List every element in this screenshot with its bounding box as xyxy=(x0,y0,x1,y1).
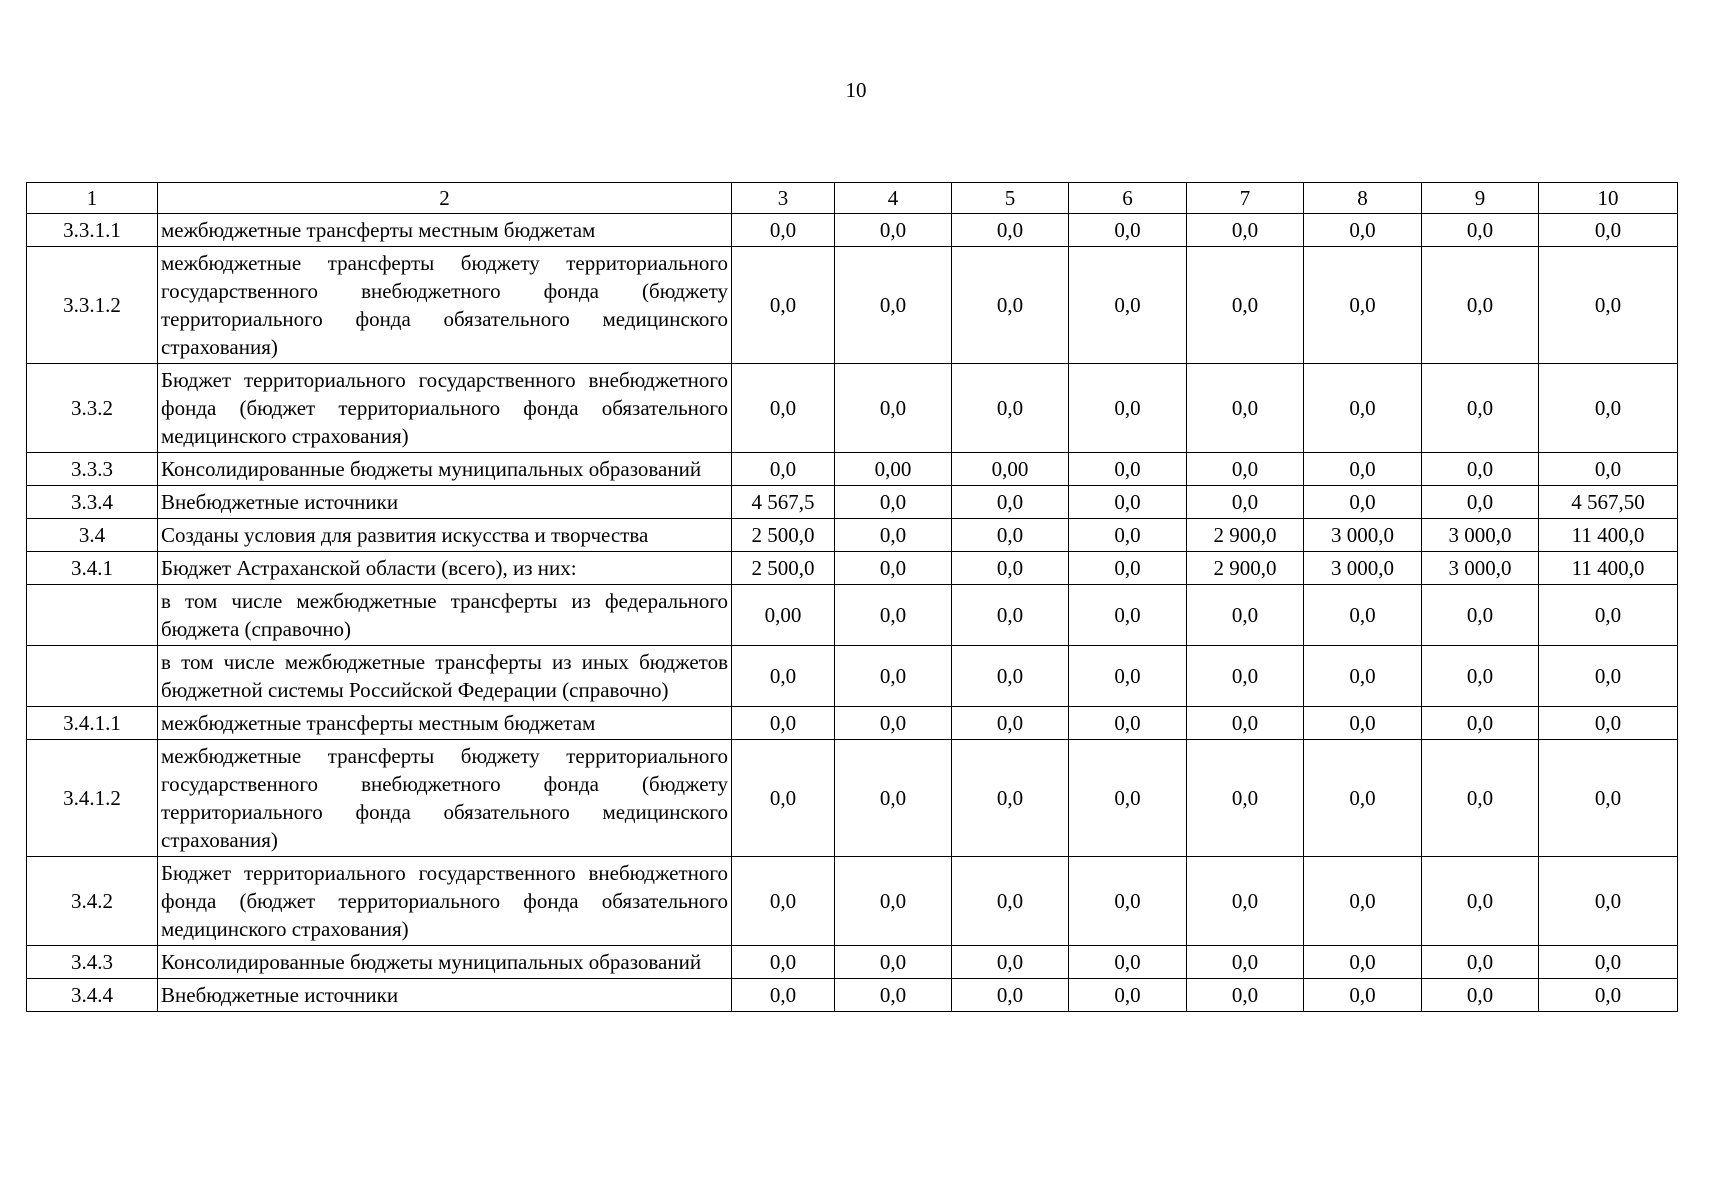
value-cell: 0,0 xyxy=(1187,946,1304,979)
row-code: 3.3.1.2 xyxy=(27,247,158,364)
value-cell: 0,0 xyxy=(1069,519,1187,552)
table-row xyxy=(27,364,1678,453)
value-cell: 0,0 xyxy=(952,486,1069,519)
value-cell: 0,0 xyxy=(1304,364,1422,453)
row-description: Консолидированные бюджеты муниципальных образований xyxy=(158,946,732,979)
value-cell: 0,0 xyxy=(835,247,952,364)
table-row xyxy=(27,519,1678,552)
value-cell: 0,0 xyxy=(1539,707,1678,740)
row-code: 3.4.1.1 xyxy=(27,707,158,740)
column-header: 4 xyxy=(835,183,952,214)
value-cell: 0,0 xyxy=(1539,585,1678,646)
value-cell: 0,0 xyxy=(835,552,952,585)
value-cell: 0,0 xyxy=(1069,979,1187,1012)
value-cell: 3 000,0 xyxy=(1304,552,1422,585)
value-cell: 0,0 xyxy=(835,585,952,646)
value-cell: 0,0 xyxy=(835,486,952,519)
value-cell: 0,0 xyxy=(1187,247,1304,364)
value-cell: 0,0 xyxy=(1069,646,1187,707)
row-code: 3.4.1.2 xyxy=(27,740,158,857)
value-cell: 0,0 xyxy=(1069,364,1187,453)
row-description: Бюджет территориального государственного внебюджетного фонда (бюджет территориального фонда обязательного медицинского страхования) xyxy=(158,857,732,946)
value-cell: 11 400,0 xyxy=(1539,552,1678,585)
value-cell: 0,0 xyxy=(952,214,1069,247)
value-cell: 0,00 xyxy=(952,453,1069,486)
value-cell: 2 900,0 xyxy=(1187,552,1304,585)
row-description: межбюджетные трансферты местным бюджетам xyxy=(158,707,732,740)
value-cell: 0,0 xyxy=(732,247,835,364)
row-code: 3.3.3 xyxy=(27,453,158,486)
value-cell: 0,0 xyxy=(952,585,1069,646)
value-cell: 0,0 xyxy=(1422,247,1539,364)
value-cell: 0,0 xyxy=(1539,646,1678,707)
value-cell: 0,0 xyxy=(1069,453,1187,486)
value-cell: 0,0 xyxy=(1422,740,1539,857)
table-row xyxy=(27,486,1678,519)
row-description: межбюджетные трансферты бюджету территориального государственного внебюджетного фонда (бюджету территориального фонда обязательного медицинского страхования) xyxy=(158,247,732,364)
column-header: 3 xyxy=(732,183,835,214)
value-cell: 0,0 xyxy=(1304,707,1422,740)
row-description: в том числе межбюджетные трансферты из иных бюджетов бюджетной системы Российской Федерации (справочно) xyxy=(158,646,732,707)
value-cell: 0,0 xyxy=(1304,946,1422,979)
value-cell: 3 000,0 xyxy=(1304,519,1422,552)
value-cell: 0,0 xyxy=(1422,214,1539,247)
value-cell: 0,0 xyxy=(1187,979,1304,1012)
column-header: 9 xyxy=(1422,183,1539,214)
value-cell: 0,0 xyxy=(952,946,1069,979)
row-code: 3.3.2 xyxy=(27,364,158,453)
value-cell: 0,0 xyxy=(835,519,952,552)
value-cell: 0,0 xyxy=(1422,585,1539,646)
value-cell: 0,0 xyxy=(1539,946,1678,979)
table-body xyxy=(27,214,1678,1012)
value-cell: 0,0 xyxy=(1187,857,1304,946)
value-cell: 0,0 xyxy=(835,214,952,247)
value-cell: 0,0 xyxy=(1069,486,1187,519)
row-code: 3.4.1 xyxy=(27,552,158,585)
table-row xyxy=(27,552,1678,585)
value-cell: 2 500,0 xyxy=(732,552,835,585)
value-cell: 0,0 xyxy=(732,453,835,486)
column-header: 8 xyxy=(1304,183,1422,214)
value-cell: 0,0 xyxy=(835,740,952,857)
value-cell: 0,0 xyxy=(1304,979,1422,1012)
value-cell: 0,0 xyxy=(1539,979,1678,1012)
row-code xyxy=(27,585,158,646)
value-cell: 0,0 xyxy=(835,979,952,1012)
value-cell: 0,0 xyxy=(1539,247,1678,364)
value-cell: 3 000,0 xyxy=(1422,519,1539,552)
value-cell: 0,0 xyxy=(1422,646,1539,707)
table-row xyxy=(27,585,1678,646)
value-cell: 0,0 xyxy=(835,646,952,707)
value-cell: 0,0 xyxy=(1187,453,1304,486)
value-cell: 0,0 xyxy=(1187,214,1304,247)
value-cell: 0,0 xyxy=(1304,740,1422,857)
table-row xyxy=(27,946,1678,979)
table-row xyxy=(27,453,1678,486)
value-cell: 0,0 xyxy=(1069,552,1187,585)
value-cell: 0,0 xyxy=(952,519,1069,552)
value-cell: 0,0 xyxy=(732,946,835,979)
value-cell: 0,0 xyxy=(1422,453,1539,486)
value-cell: 0,0 xyxy=(835,857,952,946)
row-code: 3.3.1.1 xyxy=(27,214,158,247)
value-cell: 4 567,50 xyxy=(1539,486,1678,519)
row-description: Внебюджетные источники xyxy=(158,486,732,519)
value-cell: 0,0 xyxy=(1422,857,1539,946)
value-cell: 0,0 xyxy=(1539,453,1678,486)
table-row xyxy=(27,979,1678,1012)
value-cell: 0,0 xyxy=(1304,247,1422,364)
value-cell: 4 567,5 xyxy=(732,486,835,519)
value-cell: 0,0 xyxy=(1304,214,1422,247)
column-header: 6 xyxy=(1069,183,1187,214)
value-cell: 0,0 xyxy=(952,247,1069,364)
value-cell: 2 500,0 xyxy=(732,519,835,552)
value-cell: 0,0 xyxy=(732,740,835,857)
row-description: Бюджет территориального государственного внебюджетного фонда (бюджет территориального фонда обязательного медицинского страхования) xyxy=(158,364,732,453)
value-cell: 2 900,0 xyxy=(1187,519,1304,552)
row-code: 3.4.2 xyxy=(27,857,158,946)
value-cell: 0,0 xyxy=(732,857,835,946)
value-cell: 0,0 xyxy=(1422,707,1539,740)
value-cell: 0,00 xyxy=(835,453,952,486)
value-cell: 0,0 xyxy=(1422,486,1539,519)
row-description: Внебюджетные источники xyxy=(158,979,732,1012)
value-cell: 0,0 xyxy=(1304,486,1422,519)
value-cell: 0,0 xyxy=(732,707,835,740)
value-cell: 0,0 xyxy=(1539,364,1678,453)
value-cell: 0,0 xyxy=(1069,585,1187,646)
value-cell: 0,00 xyxy=(732,585,835,646)
value-cell: 0,0 xyxy=(1187,707,1304,740)
column-header: 7 xyxy=(1187,183,1304,214)
value-cell: 0,0 xyxy=(1304,453,1422,486)
value-cell: 0,0 xyxy=(835,707,952,740)
value-cell: 0,0 xyxy=(1539,740,1678,857)
row-code: 3.4.4 xyxy=(27,979,158,1012)
table-row xyxy=(27,247,1678,364)
value-cell: 0,0 xyxy=(1187,585,1304,646)
column-header: 1 xyxy=(27,183,158,214)
budget-table xyxy=(26,182,1678,1012)
value-cell: 0,0 xyxy=(952,552,1069,585)
value-cell: 0,0 xyxy=(952,707,1069,740)
column-header: 10 xyxy=(1539,183,1678,214)
value-cell: 0,0 xyxy=(1539,214,1678,247)
value-cell: 0,0 xyxy=(1187,486,1304,519)
row-description: Бюджет Астраханской области (всего), из них: xyxy=(158,552,732,585)
table-row xyxy=(27,857,1678,946)
value-cell: 0,0 xyxy=(952,740,1069,857)
value-cell: 3 000,0 xyxy=(1422,552,1539,585)
value-cell: 0,0 xyxy=(952,979,1069,1012)
table-row xyxy=(27,214,1678,247)
value-cell: 0,0 xyxy=(732,364,835,453)
table-row xyxy=(27,646,1678,707)
row-description: межбюджетные трансферты бюджету территориального государственного внебюджетного фонда (бюджету территориального фонда обязательного медицинского страхования) xyxy=(158,740,732,857)
row-description: Созданы условия для развития искусства и творчества xyxy=(158,519,732,552)
value-cell: 0,0 xyxy=(732,646,835,707)
value-cell: 0,0 xyxy=(1422,946,1539,979)
value-cell: 0,0 xyxy=(952,857,1069,946)
row-code xyxy=(27,646,158,707)
value-cell: 0,0 xyxy=(1304,857,1422,946)
value-cell: 0,0 xyxy=(1069,214,1187,247)
value-cell: 0,0 xyxy=(1187,646,1304,707)
value-cell: 0,0 xyxy=(1422,364,1539,453)
value-cell: 0,0 xyxy=(952,646,1069,707)
value-cell: 0,0 xyxy=(1422,979,1539,1012)
value-cell: 0,0 xyxy=(1187,740,1304,857)
value-cell: 0,0 xyxy=(732,979,835,1012)
value-cell: 0,0 xyxy=(1069,857,1187,946)
value-cell: 0,0 xyxy=(1187,364,1304,453)
column-header: 2 xyxy=(158,183,732,214)
table-row xyxy=(27,707,1678,740)
value-cell: 0,0 xyxy=(1069,740,1187,857)
page-number: 10 xyxy=(845,78,867,102)
table-row xyxy=(27,740,1678,857)
row-description: Консолидированные бюджеты муниципальных образований xyxy=(158,453,732,486)
table-header-row xyxy=(27,183,1678,214)
value-cell: 0,0 xyxy=(1539,857,1678,946)
value-cell: 0,0 xyxy=(1069,946,1187,979)
value-cell: 0,0 xyxy=(835,364,952,453)
value-cell: 0,0 xyxy=(1069,707,1187,740)
row-code: 3.4 xyxy=(27,519,158,552)
row-code: 3.3.4 xyxy=(27,486,158,519)
value-cell: 0,0 xyxy=(1304,646,1422,707)
row-code: 3.4.3 xyxy=(27,946,158,979)
value-cell: 0,0 xyxy=(1304,585,1422,646)
row-description: межбюджетные трансферты местным бюджетам xyxy=(158,214,732,247)
value-cell: 0,0 xyxy=(835,946,952,979)
row-description: в том числе межбюджетные трансферты из федерального бюджета (справочно) xyxy=(158,585,732,646)
value-cell: 0,0 xyxy=(1069,247,1187,364)
value-cell: 0,0 xyxy=(732,214,835,247)
value-cell: 11 400,0 xyxy=(1539,519,1678,552)
column-header: 5 xyxy=(952,183,1069,214)
value-cell: 0,0 xyxy=(952,364,1069,453)
